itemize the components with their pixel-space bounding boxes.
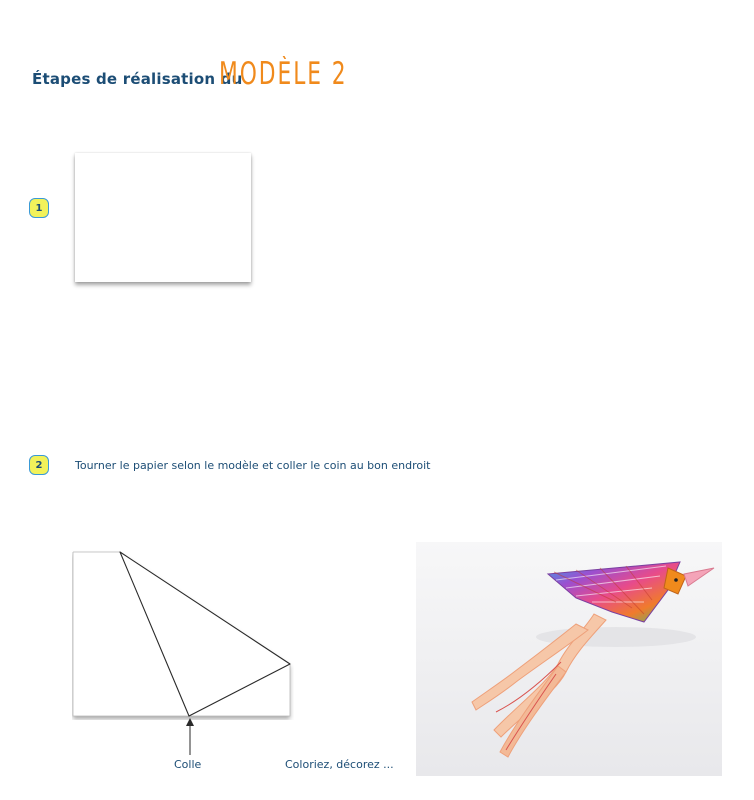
glue-label: Colle [174,758,202,771]
finished-bird-photo [416,542,722,776]
step-2-badge: 2 [29,455,49,475]
fold-diagram [72,550,294,720]
step-1-badge: 1 [29,198,49,218]
title-prefix: Étapes de réalisation du [32,70,243,88]
glue-arrow-icon [185,718,195,756]
paper-bird-image [416,542,722,776]
step-2-instruction: Tourner le papier selon le modèle et coller le coin au bon endroit [75,459,431,472]
paper-sheet-illustration [75,153,251,282]
title-model-name: MODÈLE 2 [219,56,348,92]
decorate-label: Coloriez, décorez ... [285,758,394,771]
